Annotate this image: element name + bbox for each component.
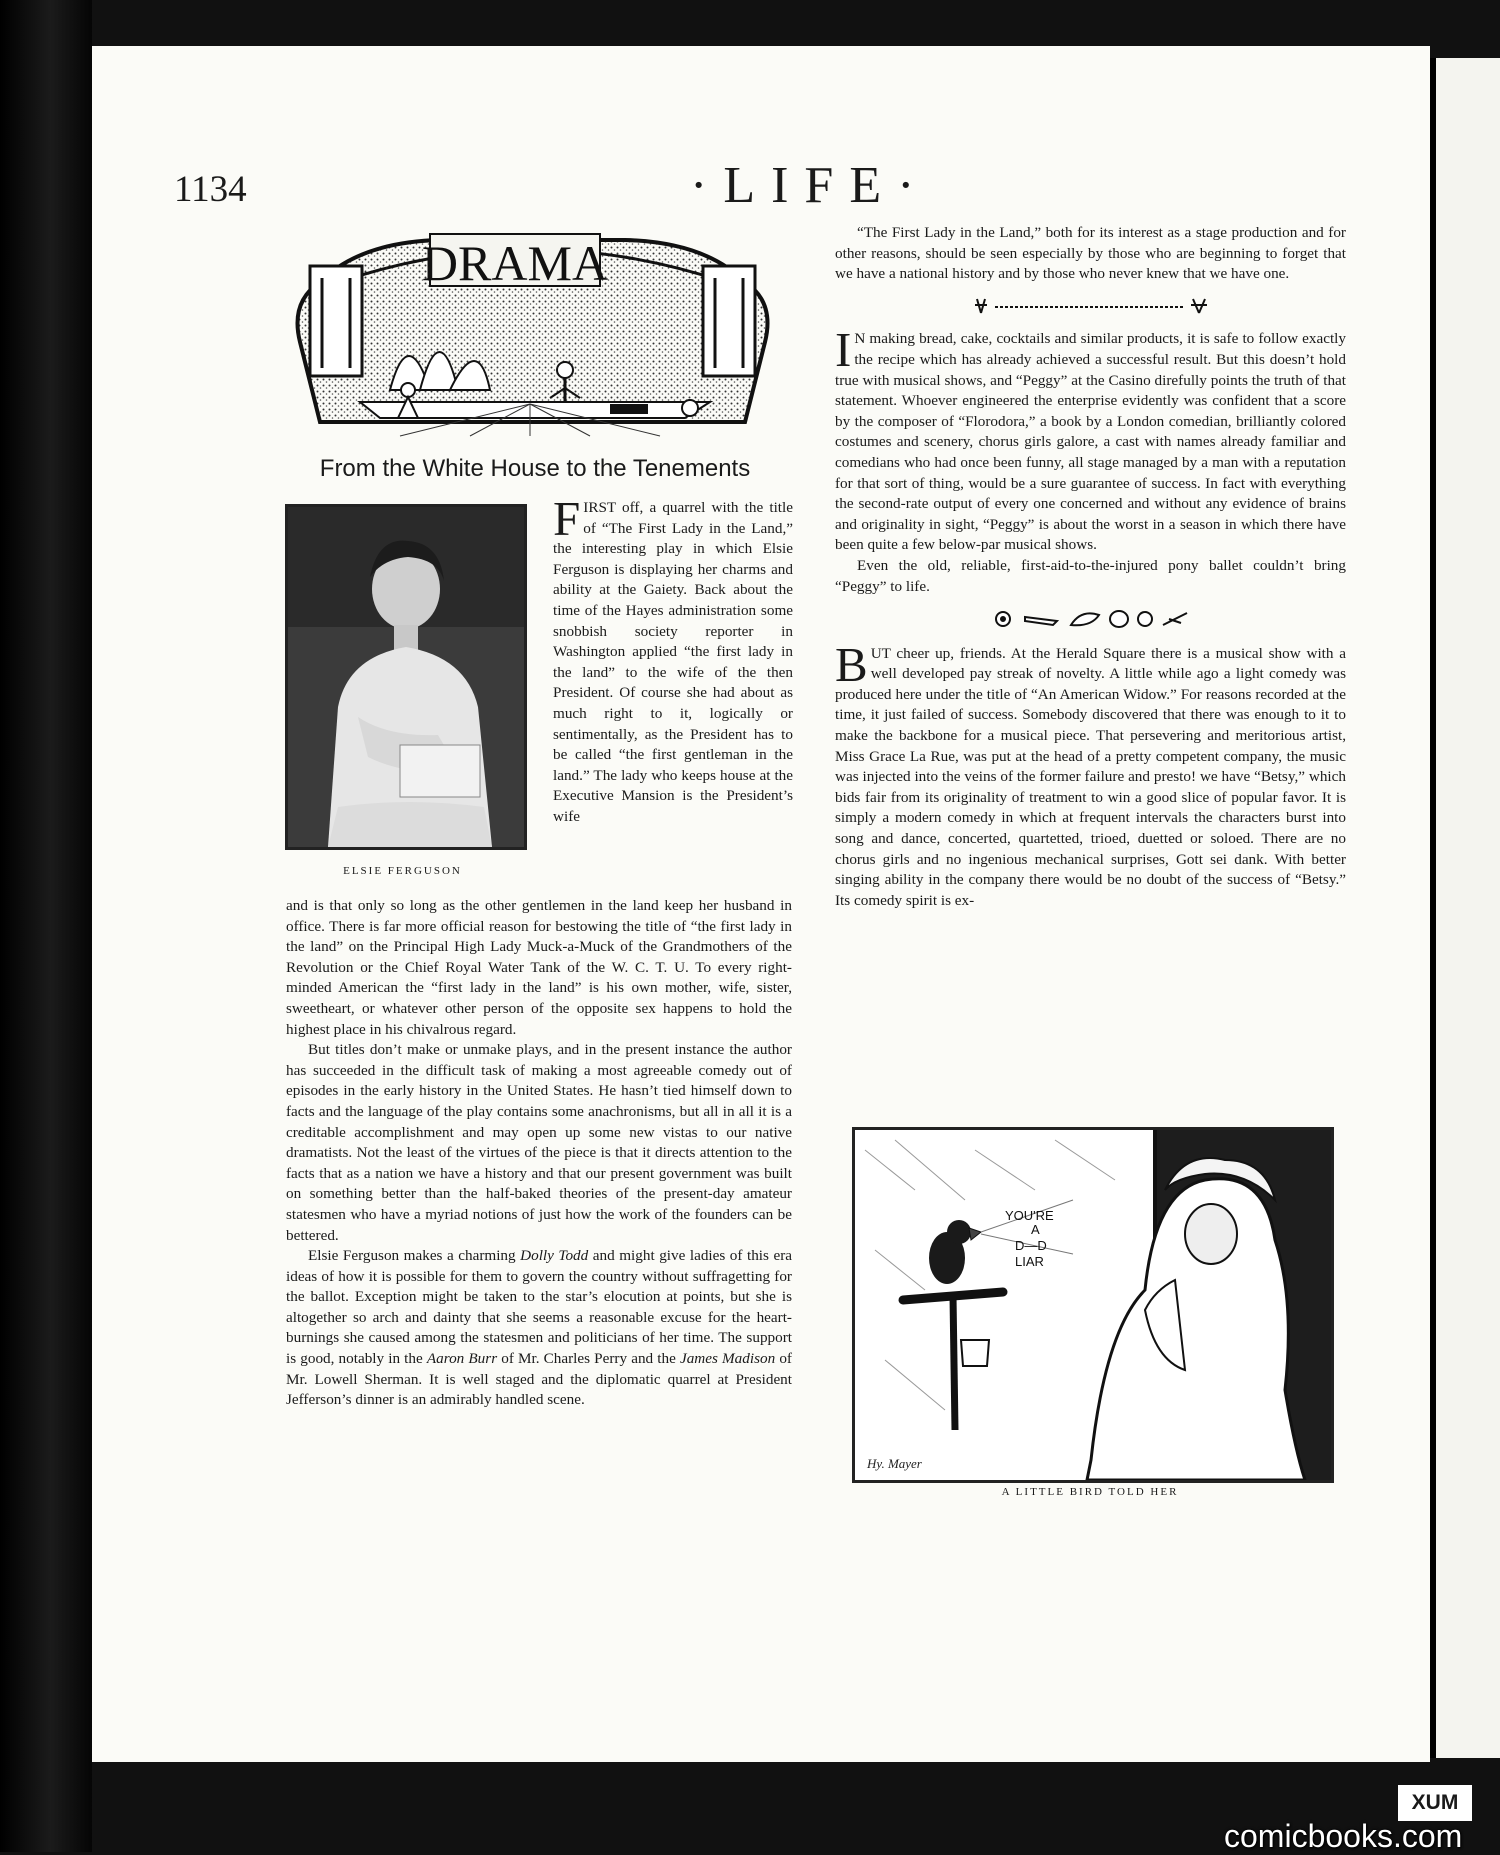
page-number: 1134 xyxy=(174,169,247,210)
facing-page-edge xyxy=(1430,58,1500,1758)
drop-cap: B xyxy=(835,636,868,692)
elsie-ferguson-portrait xyxy=(288,507,524,847)
paragraph: Elsie Ferguson makes a charming Dolly Todd and might give ladies of this era ideas of how it is possible for them to govern the country without suffragetting for the ballot. Exception might be taken to the star’s elocution at points, but she is altogether so arch and dainty that she seems a reasonable excuse for the heart-burnings she caused among the statesmen and politicians of her time. The support is good, notably in the Aaron Burr of Mr. Charles Perry and the James Madison of Mr. Lowell Sherman. It is well staged and the diplomatic quarrel at President Jefferson’s dinner is an admirably handled scene. xyxy=(286,1247,792,1409)
intro-paragraph: IRST off, a quarrel with the title of “The First Lady in the Land,” the interesting play in which Elsie Ferguson is displaying her charms and ability at the Gaiety. Back about the time of the Hayes administration some snobbish society reporter in Washington applied “the first lady in the land” to the wife of the then President. Of course she had about as much right to it, logically or sentimentally, as the President has to be called “the first gentleman in the land.” The lady who keeps house at the Executive Mansion is the President’s wife xyxy=(553,499,793,825)
drop-cap: I xyxy=(835,322,852,378)
article-body-left xyxy=(286,896,792,1411)
drama-banner-illustration xyxy=(280,222,785,438)
ornament-divider xyxy=(835,607,1346,636)
article-title: From the White House to the Tenements xyxy=(319,455,751,482)
parrot-cartoon xyxy=(855,1130,1331,1480)
speech-line: YOU'RE xyxy=(1005,1208,1054,1223)
ornament-divider xyxy=(835,295,1346,322)
paragraph: N making bread, cake, cocktails and similar products, it is safe to follow exactly the recipe which has already achieved a successful result. But this doesn’t hold true with musical shows, and “Peggy” at the Casino direfully points the truth of that statement. Whoever engineered the enterprise evidently was confident that a score by the composer of “Florodora,” a book by a London comedian, brilliantly colored costumes and scenery, chorus girls galore, a cast with names already familiar and comedians who had once been funny, all stage managed by a man with a reputation for that sort of thing, would be a sure guarantee of success. In fact with everything the second-rate output of every one concerned and without any evidence of brains and originality in sight, “Peggy” is about the worst in a season in which there have been quite a few below-par musical shows. xyxy=(835,330,1346,554)
drop-cap: F xyxy=(553,491,581,546)
magazine-masthead: ·LIFE· xyxy=(690,157,931,214)
portrait-photo xyxy=(285,504,527,850)
paragraph-continued: and is that only so long as the other gentlemen in the land keep her husband in office. There is far more official reason for bestowing the title of “the first lady in the land” on the Principal High Lady Muck-a-Muck of the Grandmothers of the Revolution or the Chief Royal Water Tank of the W. C. T. U. To every right-minded American the “first lady in the land” is his own mother, wife, sister, sweetheart, or whatever other person of the opposite sex happens to hold the highest place in his chivalrous regard. xyxy=(286,897,792,1038)
article-intro-column xyxy=(553,491,793,828)
paragraph: But titles don’t make or unmake plays, and in the present instance the author has succeeded in the difficult task of making a most agreeable comedy out of episodes in the early history in the United States. He hasn’t tied himself down to facts and the language of the play contains some anachronisms, but all in all it is a creditable accomplishment and may open up some new vistas to our native dramatists. Not the least of the virtues of the piece is that it directs attention to the facts that as a nation we have a history and that our present government was built on something better than the half-baked theories of the present-day amateur statesmen who have a myriad notions of just how the work of the founders can be bettered. xyxy=(286,1041,792,1244)
paragraph: Even the old, reliable, first-aid-to-the-injured pony ballet couldn’t bring “Peggy” to life. xyxy=(835,556,1346,595)
speech-line: A xyxy=(1031,1222,1040,1237)
photo-caption: ELSIE FERGUSON xyxy=(343,865,462,877)
props-ornament-icon xyxy=(991,607,1191,631)
banner-label: DRAMA xyxy=(421,235,609,291)
article-body-right xyxy=(835,223,1346,911)
cartoon-illustration xyxy=(852,1127,1334,1483)
speech-line: D—D xyxy=(1015,1238,1047,1253)
archive-stamp: XUM xyxy=(1398,1785,1472,1821)
cartoon-caption: A LITTLE BIRD TOLD HER xyxy=(1001,1486,1179,1498)
site-watermark: comicbooks.com xyxy=(1224,1818,1463,1854)
speech-line: LIAR xyxy=(1015,1254,1044,1269)
dancers-ornament-icon xyxy=(971,295,1211,317)
paragraph: UT cheer up, friends. At the Herald Square there is a musical show with a well developed pay streak of novelty. A little while ago a light comedy was produced here under the title of “An American Widow.” For reasons recorded at the time, it just failed of success. Somebody discovered that there was enough to it to make the backbone for a musical piece. That persevering and meritorious artist, Miss Grace La Rue, was put at the head of a pretty competent company, the music was injected into the veins of the former failure and presto! we have “Betsy,” which bids fair from its originality of treatment to win a good slice of popular favor. It is simply a modern comedy in which at frequent intervals the characters burst into song and dance, concerted, quartetted, trioed, duetted or soloed. There are no chorus girls and no ingenious mechanical surprises, Gott sei dank. With better singing ability in the company there would be no doubt of the success of “Betsy.” Its comedy spirit is ex- xyxy=(835,644,1346,909)
artist-signature: Hy. Mayer xyxy=(867,1456,922,1471)
scan-dark-border xyxy=(0,0,92,1852)
paragraph: “The First Lady in the Land,” both for its interest as a stage production and for other reasons, should be seen especially by those who are beginning to forget that we have a national history and by those who never knew that we have one. xyxy=(835,224,1346,283)
